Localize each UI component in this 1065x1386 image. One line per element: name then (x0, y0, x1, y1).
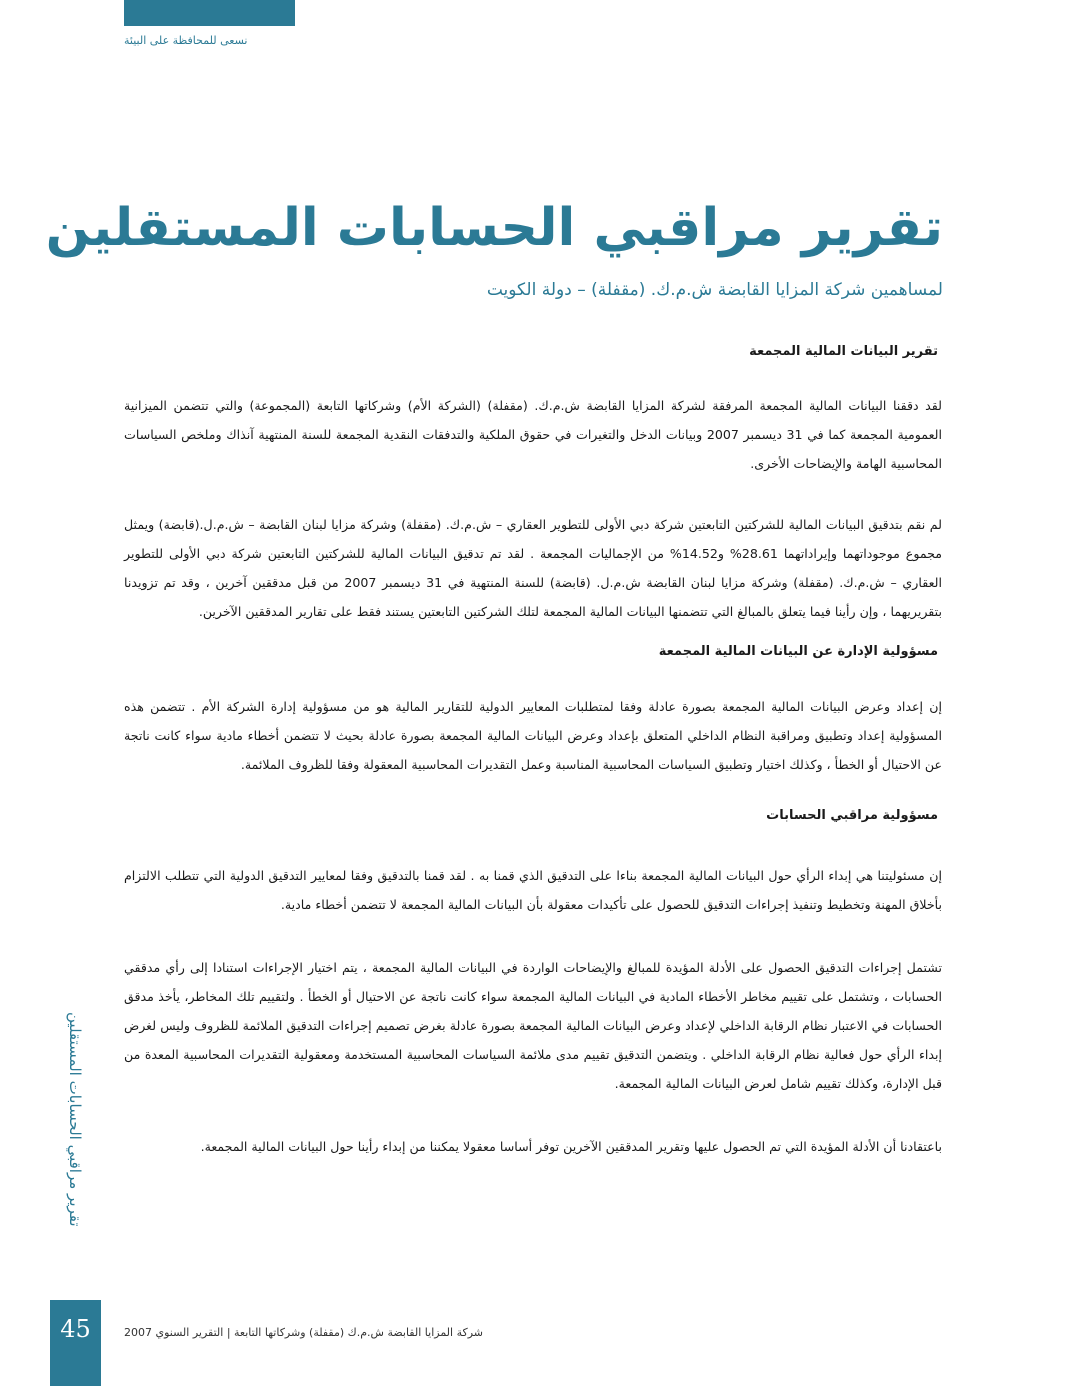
paragraph-other-auditors: لم نقم بتدقيق البيانات المالية للشركتين التابعتين شركة دبي الأولى للتطوير العقاري – ش.م.ك. (مقفلة) وشركة مزايا لبنان القابضة – ش.م.ل.(قابضة) ويمثل مجموع موجوداتهما وإيراداتهما 28.61% و14.52% من الإجماليات المجمعة . لقد تم تدقيق البيانات المالية للشركتين التابعتين شركة دبي الأولى للتطوير العقاري – ش.م.ك. (مقفلة) وشركة مزايا لبنان القابضة ش.م.ل. (قابضة) للسنة المنتهية في 31 ديسمبر 2007 من قبل مدققين آخرين ، وقد تم تزويدنا بتقريريهما ، وإن رأينا فيما يتعلق بالمبالغ التي تتضمنها البيانات المالية المجمعة لتلك الشركتين التابعتين يستند فقط على تقارير المدققين الآخرين. (124, 517, 942, 619)
paragraph-audit-procedures: تشتمل إجراءات التدقيق الحصول على الأدلة المؤيدة للمبالغ والإيضاحات الواردة في البيانات المالية المجمعة ، يتم اختيار الإجراءات استنادا إلى رأي مدققي الحسابات ، وتشتمل على تقييم مخاطر الأخطاء المادية في البيانات المالية المجمعة سواء كانت ناتجة عن الاحتيال أو الخطأ . ولتقييم تلك المخاطر، يأخذ مدقق الحسابات في الاعتبار نظام الرقابة الداخلي لإعداد وعرض البيانات المالية المجمعة بصورة عادلة بغرض تصميم إجراءات التدقيق الملائمة للظروف وليس لغرض إبداء الرأي حول فعالية نظام الرقابة الداخلي . ويتضمن التدقيق تقييم مدى ملائمة السياسات المحاسبية المستخدمة ومعقولية التقديرات المحاسبية المعدة من قبل الإدارة، وكذلك تقييم شامل لعرض البيانات المالية المجمعة. (124, 960, 942, 1091)
section-heading-auditor-responsibility: مسؤولية مراقبي الحسابات (766, 808, 938, 823)
paragraph-management-responsibility: إن إعداد وعرض البيانات المالية المجمعة بصورة عادلة وفقا لمتطلبات المعايير الدولية للتقارير المالية هو من مسؤولية إدارة الشركة الأم . تتضمن هذه المسؤولية إعداد وتطبيق ومراقبة النظام الداخلي المتعلق بإعداد وعرض البيانات المالية المجمعة بصورة عادلة بحيث لا تتضمن أخطاء مادية سواء كانت ناتجة عن الاحتيال أو الخطأ ، وكذلك اختيار وتطبيق السياسات المحاسبية المناسبة وعمل التقديرات المحاسبية المعقولة وفقا للظروف الملائمة. (124, 699, 942, 772)
paragraph-auditor-responsibility: إن مسئوليتنا هي إبداء الرأي حول البيانات المالية المجمعة بناءا على التدقيق الذي قمنا به . لقد قمنا بالتدقيق وفقا لمعايير التدقيق الدولية التي تتطلب الالتزام بأخلاق المهنة وتخطيط وتنفيذ إجراءات التدقيق للحصول على تأكيدات معقولة بأن البيانات المالية المجمعة لا تتضمن أخطاء مادية. (124, 868, 942, 912)
header-accent-bar (124, 0, 295, 26)
report-body (124, 344, 942, 1161)
page-number: 45 (60, 1315, 91, 1343)
page-subtitle: لمساهمين شركة المزايا القابضة ش.م.ك. (مقفلة) – دولة الكويت (486, 280, 943, 300)
section-heading-management-responsibility: مسؤولية الإدارة عن البيانات المالية المجمعة (658, 644, 938, 659)
page-title: تقرير مراقبي الحسابات المستقلين (45, 198, 943, 258)
paragraph-basis-of-opinion: باعتقادنا أن الأدلة المؤيدة التي تم الحصول عليها وتقرير المدققين الآخرين توفر أساسا معقولا يمكننا من إبداء رأينا حول البيانات المالية المجمعة. (200, 1139, 942, 1154)
section-heading-financial-statements: تقرير البيانات المالية المجمعة (749, 344, 938, 359)
footer-text: شركة المزايا القابضة ش.م.ك (مقفلة) وشركاتها التابعة | التقرير السنوي 2007 (124, 1326, 483, 1339)
header-tagline: نسعى للمحافظة على البيئة (124, 34, 248, 47)
paragraph-scope: لقد دققنا البيانات المالية المجمعة المرفقة لشركة المزايا القابضة ش.م.ك. (مقفلة) (الشركة الأم) وشركاتها التابعة (المجموعة) والتي تتضمن الميزانية العمومية المجمعة كما في 31 ديسمبر 2007 وبيانات الدخل والتغيرات في حقوق الملكية والتدفقات النقدية المجمعة للسنة المنتهية آنذاك وملخص السياسات المحاسبية الهامة والإيضاحات الأخرى. (124, 398, 942, 471)
sidebar-vertical-title: تقرير مراقبي الحسابات المستقلين (66, 1012, 84, 1227)
page-number-box (50, 1300, 101, 1386)
